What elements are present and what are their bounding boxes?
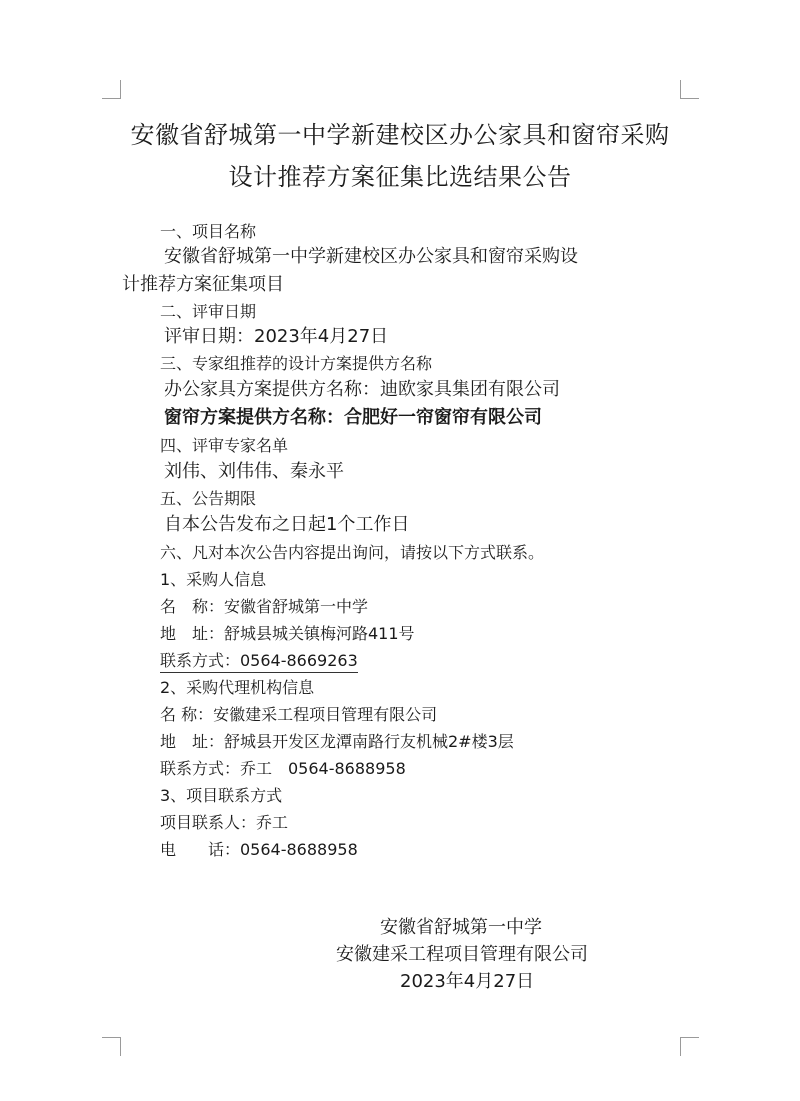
- agency-phone: 联系方式：乔工 0564-8688958: [160, 759, 406, 778]
- agency-name: 名 称：安徽建采工程项目管理有限公司: [160, 705, 438, 724]
- agency-heading: 2、采购代理机构信息: [160, 678, 315, 697]
- signature-org-2: 安徽建采工程项目管理有限公司: [336, 944, 588, 965]
- document-title-line-2: 设计推荐方案征集比选结果公告: [228, 163, 572, 191]
- notice-period: 自本公告发布之日起1个工作日: [164, 514, 410, 535]
- review-date: 评审日期：2023年4月27日: [164, 326, 389, 347]
- purchaser-heading: 1、采购人信息: [160, 570, 267, 589]
- signature-date: 2023年4月27日: [400, 971, 535, 992]
- agency-address: 地 址：舒城县开发区龙潭南路行友机械2#楼3层: [160, 732, 514, 751]
- crop-mark-top-right: [680, 80, 699, 99]
- purchaser-address: 地 址：舒城县城关镇梅河路411号: [160, 624, 415, 643]
- purchaser-name: 名 称：安徽省舒城第一中学: [160, 597, 369, 616]
- crop-mark-bottom-right: [680, 1037, 699, 1056]
- section-3-heading: 三、专家组推荐的设计方案提供方名称: [160, 354, 433, 373]
- furniture-provider: 办公家具方案提供方名称：迪欧家具集团有限公司: [164, 379, 560, 400]
- section-5-heading: 五、公告期限: [160, 489, 257, 508]
- project-contact-phone: 电 话：0564-8688958: [160, 840, 358, 859]
- document-title-line-1: 安徽省舒城第一中学新建校区办公家具和窗帘采购: [130, 121, 670, 149]
- section-1-body-line-2: 计推荐方案征集项目: [122, 274, 284, 295]
- section-4-heading: 四、评审专家名单: [160, 436, 289, 455]
- project-contact-heading: 3、项目联系方式: [160, 786, 283, 805]
- expert-list: 刘伟、刘伟伟、秦永平: [164, 461, 344, 482]
- curtain-provider: 窗帘方案提供方名称：合肥好一帘窗帘有限公司: [164, 407, 542, 428]
- crop-mark-bottom-left: [102, 1037, 121, 1056]
- purchaser-phone: 联系方式：0564-8669263: [160, 648, 358, 673]
- section-2-heading: 二、评审日期: [160, 302, 257, 321]
- section-6-heading: 六、凡对本次公告内容提出询问，请按以下方式联系。: [160, 543, 545, 562]
- section-1-heading: 一、项目名称: [160, 222, 257, 241]
- crop-mark-top-left: [102, 80, 121, 99]
- project-contact-person: 项目联系人：乔工: [160, 813, 289, 832]
- signature-org-1: 安徽省舒城第一中学: [380, 917, 542, 938]
- section-1-body-line-1: 安徽省舒城第一中学新建校区办公家具和窗帘采购设: [164, 246, 578, 267]
